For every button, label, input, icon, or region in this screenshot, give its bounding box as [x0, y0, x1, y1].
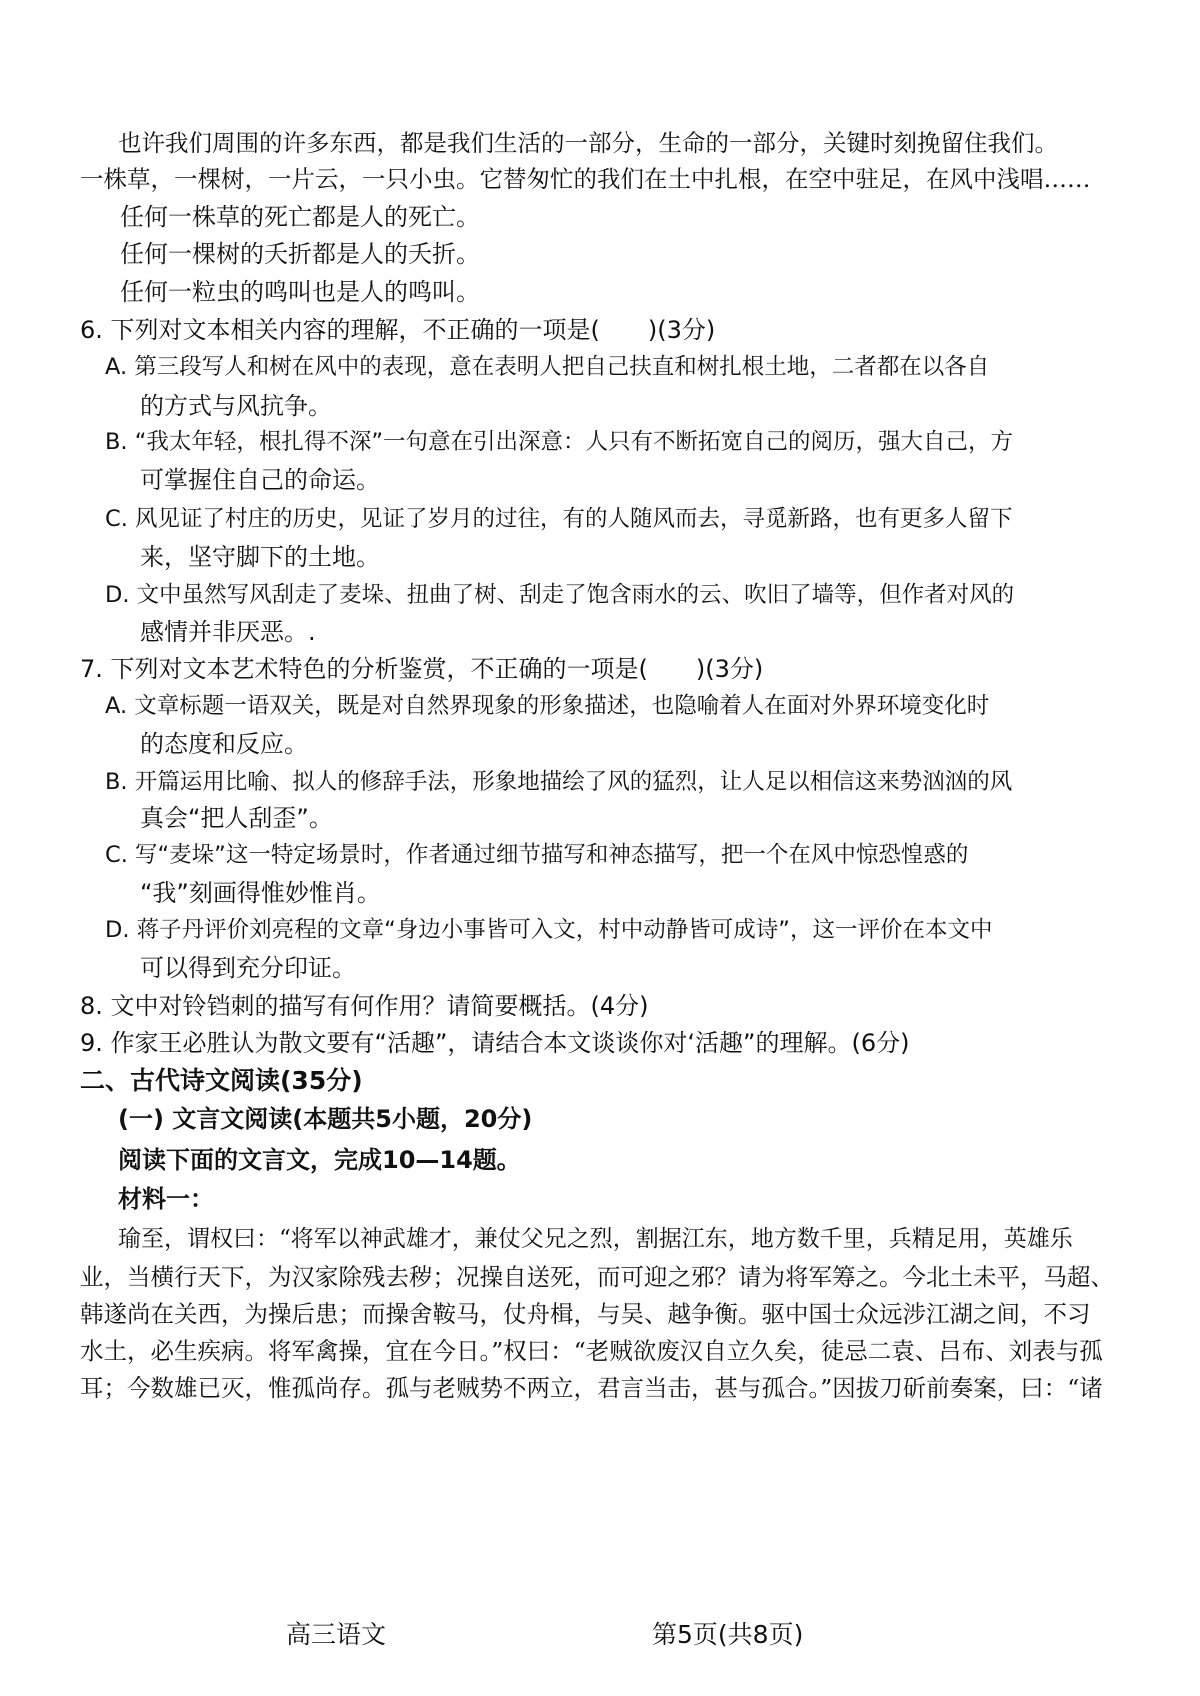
classical-text-line: 耳；今数雄已灭，惟孤尚存。孤与老贼势不两立，君言当击，甚与孤合。”因拔刀斫前奏案，曰：“诸	[80, 1374, 1103, 1402]
question-9: 9. 作家王必胜认为散文要有“活趣”，请结合本文谈谈你对‘活趣”的理解。(6分)	[80, 1029, 910, 1057]
material-label: 材料一：	[118, 1185, 214, 1213]
question-6-option-a: A. 第三段写人和树在风中的表现，意在表明人把自己扶直和树扎根土地，二者都在以各自	[105, 354, 990, 380]
subsection-heading: (一) 文言文阅读(本题共5小题，20分)	[118, 1105, 533, 1133]
question-6-option-b-cont: 可掌握住自己的命运。	[140, 466, 380, 494]
classical-text-line: 瑜至，谓权曰：“将军以神武雄才，兼仗父兄之烈，割据江东，地方数千里，兵精足用，英雄乐	[118, 1226, 1073, 1252]
section-heading: 二、古代诗文阅读(35分)	[80, 1066, 363, 1095]
passage-line: 也许我们周围的许多东西，都是我们生活的一部分，生命的一部分，关键时刻挽留住我们。	[118, 129, 1058, 157]
question-8: 8. 文中对铃铛刺的描写有何作用？请简要概括。(4分)	[80, 992, 649, 1020]
question-7-option-c: C. 写“麦垛”这一特定场景时，作者通过细节描写和神态描写，把一个在风中惊恐惶惑的	[105, 842, 969, 868]
reading-instruction: 阅读下面的文言文，完成10—14题。	[118, 1146, 521, 1174]
classical-text-line: 水土，必生疾病。将军禽操，宜在今日。”权曰：“老贼欲废汉自立久矣，徒忌二袁、吕布、刘表与孤	[80, 1337, 1103, 1365]
question-7-stem: 7. 下列对文本艺术特色的分析鉴赏，不正确的一项是( )(3分)	[80, 655, 764, 683]
question-6-option-a-cont: 的方式与风抗争。	[140, 392, 332, 420]
footer-subject: 高三语文	[286, 1620, 387, 1649]
question-7-option-d-cont: 可以得到充分印证。	[140, 954, 356, 982]
question-6-stem: 6. 下列对文本相关内容的理解，不正确的一项是( )(3分)	[80, 316, 716, 344]
question-6-option-d-cont: 感情并非厌恶。.	[140, 618, 316, 646]
classical-text-line: 业，当横行天下，为汉家除残去秽；况操自送死，而可迎之邪？请为将军筹之。今北土未平，马超、	[80, 1263, 1114, 1291]
question-6-option-b: B. “我太年轻，根扎得不深”一句意在引出深意：人只有不断拓宽自己的阅历，强大自己，方	[105, 429, 1014, 455]
question-7-option-a: A. 文章标题一语双关，既是对自然界现象的形象描述，也隐喻着人在面对外界环境变化时	[105, 693, 990, 719]
question-7-option-b: B. 开篇运用比喻、拟人的修辞手法，形象地描绘了风的猛烈，让人足以相信这来势汹汹的风	[105, 769, 1013, 795]
question-7-option-b-cont: 真会“把人刮歪”。	[140, 804, 333, 832]
classical-text-line: 韩遂尚在关西，为操后患；而操舍鞍马，仗舟楫，与吴、越争衡。驱中国士众远涉江湖之间，不习	[80, 1300, 1091, 1328]
question-7-option-a-cont: 的态度和反应。	[140, 730, 308, 758]
passage-line: 任何一粒虫的鸣叫也是人的鸣叫。	[120, 278, 480, 306]
question-6-option-c-cont: 来，坚守脚下的土地。	[140, 543, 380, 571]
passage-line: 一株草，一棵树，一片云，一只小虫。它替匆忙的我们在土中扎根，在空中驻足，在风中浅唱……	[80, 165, 1091, 193]
question-6-option-c: C. 风见证了村庄的历史，见证了岁月的过往，有的人随风而去，寻觅新路，也有更多人留下	[105, 506, 1013, 532]
passage-line: 任何一棵树的夭折都是人的夭折。	[120, 240, 480, 268]
footer-page-number: 第5页(共8页)	[652, 1620, 804, 1649]
question-7-option-c-cont: “我”刻画得惟妙惟肖。	[140, 879, 381, 907]
passage-line: 任何一株草的死亡都是人的死亡。	[120, 203, 480, 231]
question-6-option-d: D. 文中虽然写风刮走了麦垛、扭曲了树、刮走了饱含雨水的云、吹旧了墙等，但作者对风的	[105, 582, 1015, 608]
question-7-option-d: D. 蒋子丹评价刘亮程的文章“身边小事皆可入文，村中动静皆可成诗”，这一评价在本文中	[105, 917, 993, 943]
